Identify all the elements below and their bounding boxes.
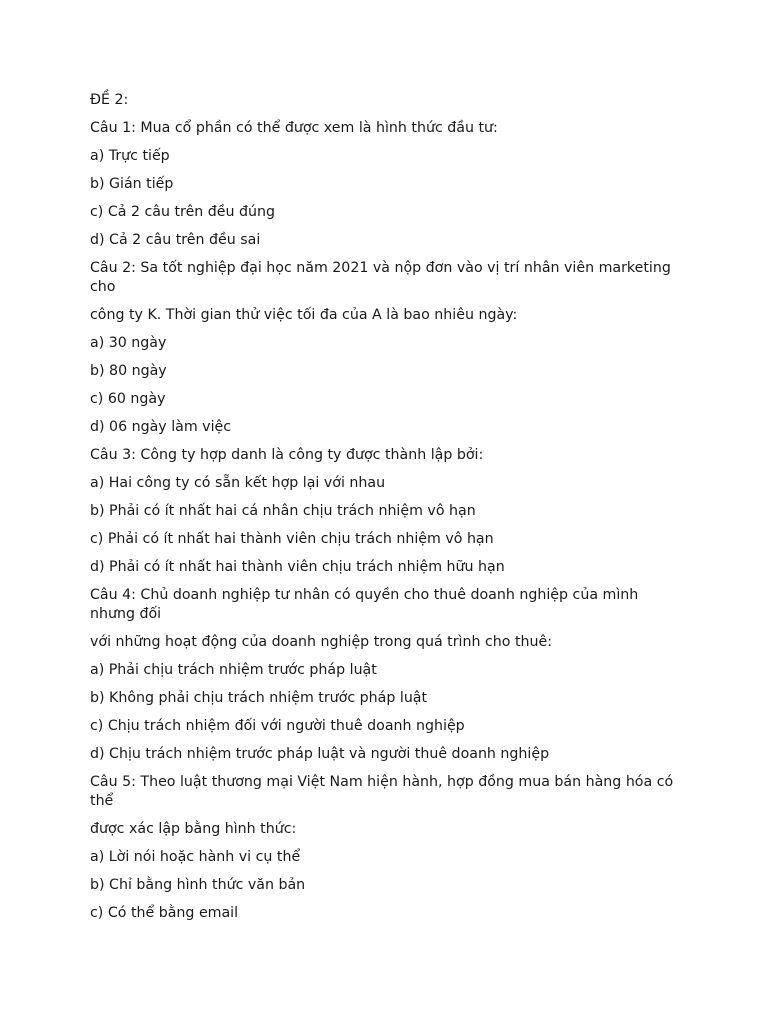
exam-title: ĐỀ 2: bbox=[90, 92, 129, 108]
option-3b: b) Phải có ít nhất hai cá nhân chịu trách nhiệm vô hạn bbox=[90, 503, 476, 519]
option-1d: d) Cả 2 câu trên đều sai bbox=[90, 232, 261, 248]
option-5b: b) Chỉ bằng hình thức văn bản bbox=[90, 877, 306, 893]
option-3d: d) Phải có ít nhất hai thành viên chịu trách nhiệm hữu hạn bbox=[90, 559, 505, 575]
option-2c: c) 60 ngày bbox=[90, 391, 166, 407]
option-5a: a) Lời nói hoặc hành vi cụ thể bbox=[90, 849, 301, 865]
document-body bbox=[90, 91, 680, 932]
question-3: Câu 3: Công ty hợp danh là công ty được thành lập bởi: bbox=[90, 447, 484, 463]
question-5-continued: được xác lập bằng hình thức: bbox=[90, 821, 297, 837]
option-2d: d) 06 ngày làm việc bbox=[90, 419, 232, 435]
option-4d: d) Chịu trách nhiệm trước pháp luật và người thuê doanh nghiệp bbox=[90, 746, 550, 762]
option-5c: c) Có thể bằng email bbox=[90, 905, 239, 921]
option-1a: a) Trực tiếp bbox=[90, 148, 170, 164]
question-4: Câu 4: Chủ doanh nghiệp tư nhân có quyền cho thuê doanh nghiệp của mình nhưng đối bbox=[90, 587, 639, 622]
question-2: Câu 2: Sa tốt nghiệp đại học năm 2021 và nộp đơn vào vị trí nhân viên marketing cho bbox=[90, 260, 671, 295]
question-1: Câu 1: Mua cổ phần có thể được xem là hình thức đầu tư: bbox=[90, 120, 498, 136]
option-4a: a) Phải chịu trách nhiệm trước pháp luật bbox=[90, 662, 377, 678]
option-1b: b) Gián tiếp bbox=[90, 176, 174, 192]
option-3c: c) Phải có ít nhất hai thành viên chịu trách nhiệm vô hạn bbox=[90, 531, 494, 547]
option-4c: c) Chịu trách nhiệm đối với người thuê doanh nghiệp bbox=[90, 718, 465, 734]
option-4b: b) Không phải chịu trách nhiệm trước pháp luật bbox=[90, 690, 428, 706]
question-5: Câu 5: Theo luật thương mại Việt Nam hiện hành, hợp đồng mua bán hàng hóa có thể bbox=[90, 774, 674, 809]
option-3a: a) Hai công ty có sẵn kết hợp lại với nhau bbox=[90, 475, 386, 491]
option-2a: a) 30 ngày bbox=[90, 335, 167, 351]
option-1c: c) Cả 2 câu trên đều đúng bbox=[90, 204, 276, 220]
question-2-continued: công ty K. Thời gian thử việc tối đa của A là bao nhiêu ngày: bbox=[90, 307, 518, 323]
option-2b: b) 80 ngày bbox=[90, 363, 167, 379]
question-4-continued: với những hoạt động của doanh nghiệp trong quá trình cho thuê: bbox=[90, 634, 553, 650]
